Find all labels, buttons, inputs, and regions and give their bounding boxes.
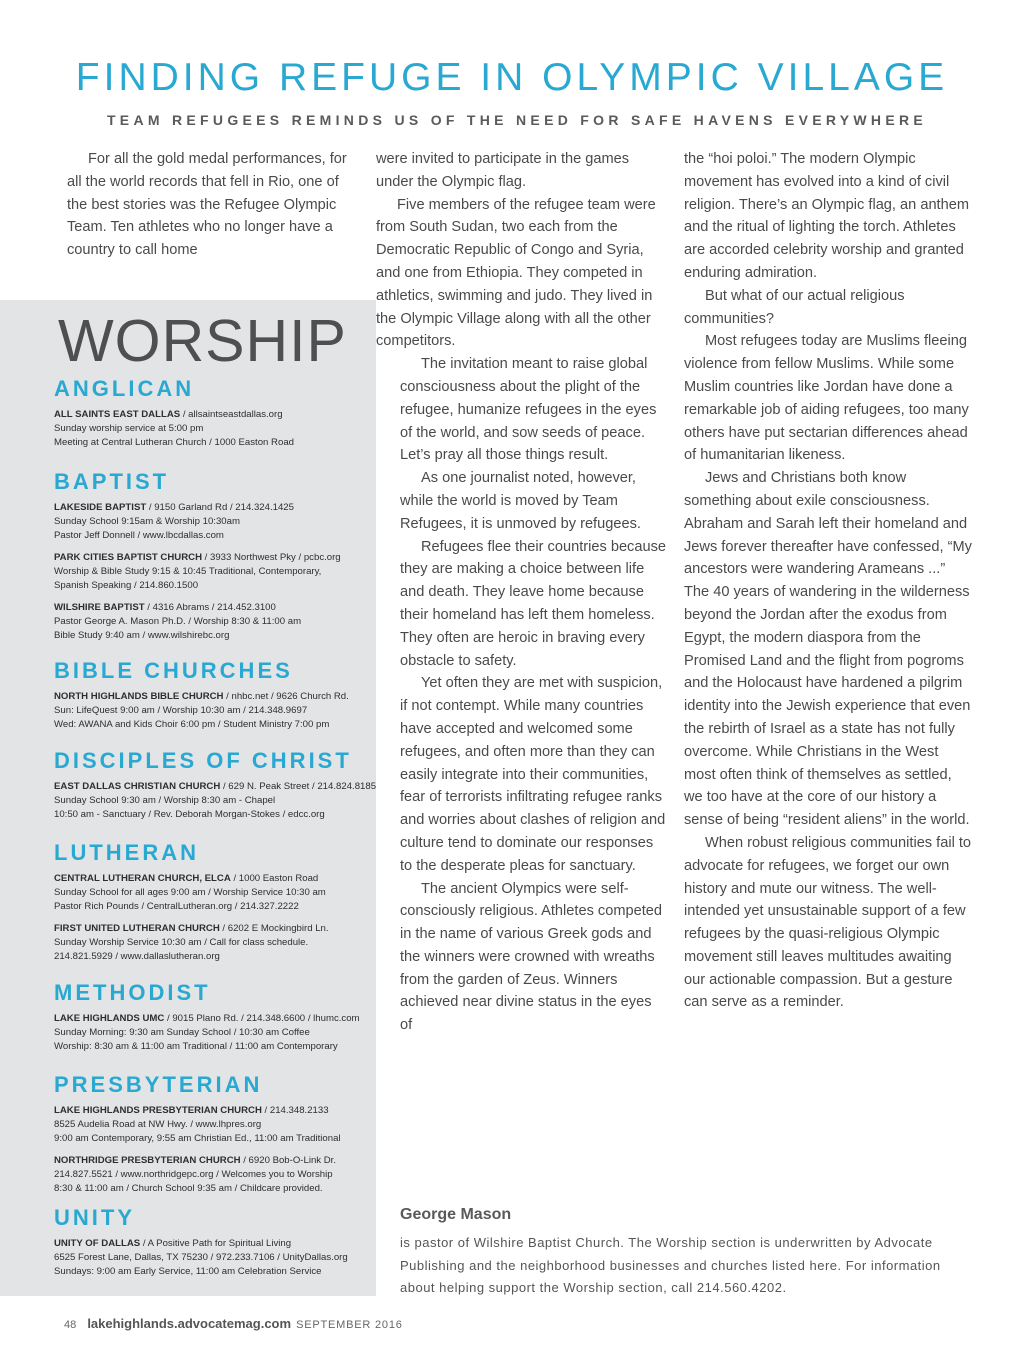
church-entry <box>54 1012 364 1054</box>
church-name: NORTH HIGHLANDS BIBLE CHURCH <box>54 691 224 702</box>
church-entry <box>54 1154 364 1196</box>
church-entry <box>54 922 364 964</box>
church-info: Worship & Bible Study 9:15 & 10:45 Traditional, Contemporary, <box>54 566 322 577</box>
church-info: 8525 Audelia Road at NW Hwy. / www.lhpres.org <box>54 1119 262 1130</box>
church-name: FIRST UNITED LUTHERAN CHURCH <box>54 923 220 934</box>
article-paragraph: Most refugees today are Muslims fleeing violence from fellow Muslims. While some Muslim countries like Jordan have done a remarkable job of aiding refugees, too many others have put sectarian differences ahead of humanitarian likeness. <box>684 333 969 464</box>
author-bio: is pastor of Wilshire Baptist Church. The Worship section is underwritten by Advocate Publishing and the neighborhood businesses and churches listed here. For information about helping support the Worship section, call 214.560.4202. <box>400 1235 941 1295</box>
denomination-name: METHODIST <box>54 980 211 1005</box>
church-info: Sunday School 9:30 am / Worship 8:30 am - Chapel <box>54 795 276 806</box>
article-column-2 <box>376 148 666 1037</box>
article-paragraph: Jews and Christians both know something about exile consciousness. Abraham and Sarah left their homeland and Jews forever thereafter have confessed, “My ancestors were wandering Arameans ...” The 40 years of wandering in the wilderness beyond the Jordan after the exodus from Egypt, the modern diaspora from the Promised Land and the flight from pogroms and the Holocaust have hardened a pilgrim identity into the Jewish experience that even the rebirth of Israel as a state has not fully overcome. While Christians in the West most often think of themselves as settled, we too have at the core of our history a sense of being “resident aliens” in the world. <box>684 470 972 829</box>
church-entry <box>54 408 364 450</box>
church-info: 8:30 & 11:00 am / Church School 9:35 am / Childcare provided. <box>54 1183 323 1194</box>
footer-issue-date: SEPTEMBER 2016 <box>296 1319 403 1331</box>
denomination-presbyterian <box>54 1072 364 1204</box>
footer-site-link[interactable]: lakehighlands.advocatemag.com <box>87 1316 292 1331</box>
denomination-name: ANGLICAN <box>54 376 195 401</box>
author-name: George Mason <box>400 1206 512 1223</box>
church-info: Bible Study 9:40 am / www.wilshirebc.org <box>54 630 230 641</box>
denomination-disciples-of-christ <box>54 748 377 830</box>
denomination-baptist <box>54 469 364 651</box>
article-paragraph: The ancient Olympics were self-consciously religious. Athletes competed in the name of various Greek gods and the winners were crowned with wreaths from the garden of Zeus. Winners achieved near divine status in the eyes of <box>400 880 663 1034</box>
church-info: 214.827.5521 / www.northridgepc.org / Welcomes you to Worship <box>54 1169 333 1180</box>
church-name: CENTRAL LUTHERAN CHURCH, ELCA <box>54 873 231 884</box>
denomination-name: DISCIPLES OF CHRIST <box>54 748 352 773</box>
church-info: / nhbc.net / 9626 Church Rd. <box>223 691 349 702</box>
church-info: Sunday worship service at 5:00 pm <box>54 423 204 434</box>
church-info: / A Positive Path for Spiritual Living <box>140 1238 292 1249</box>
church-entry <box>54 501 364 543</box>
denomination-methodist <box>54 980 364 1062</box>
church-info: Wed: AWANA and Kids Choir 6:00 pm / Student Ministry 7:00 pm <box>54 719 330 730</box>
denomination-anglican <box>54 376 364 458</box>
church-info: Pastor George A. Mason Ph.D. / Worship 8:30 & 11:00 am <box>54 616 302 627</box>
church-info: Sunday School 9:15am & Worship 10:30am <box>54 516 240 527</box>
church-name: LAKESIDE BAPTIST <box>54 502 147 513</box>
church-info: / 3933 Northwest Pky / pcbc.org <box>202 552 341 563</box>
article-paragraph: The invitation meant to raise global consciousness about the plight of the refugee, humanize refugees in the eyes of the world, and sow seeds of peace. Let’s pray all those things result. <box>400 356 657 464</box>
church-info: 9:00 am Contemporary, 9:55 am Christian Ed., 11:00 am Traditional <box>54 1133 341 1144</box>
article-paragraph: When robust religious communities fail to advocate for refugees, we forget our own history and mute our witness. The well-intended yet unsustainable support of a few refugees by the quasi-religious Olympic movement still leaves multitudes awaiting our actionable compassion. But a gesture can serve as a reminder. <box>684 834 972 1011</box>
church-name: EAST DALLAS CHRISTIAN CHURCH <box>54 781 221 792</box>
church-info: / 6920 Bob-O-Link Dr. <box>240 1155 337 1166</box>
denomination-bible-churches <box>54 658 364 740</box>
church-entry <box>54 551 364 593</box>
church-info: 10:50 am - Sanctuary / Rev. Deborah Morgan-Stokes / edcc.org <box>54 809 325 820</box>
church-name: WILSHIRE BAPTIST <box>54 602 145 613</box>
denomination-unity <box>54 1205 364 1287</box>
church-info: Sundays: 9:00 am Early Service, 11:00 am Celebration Service <box>54 1266 322 1277</box>
church-info: Sunday Worship Service 10:30 am / Call for class schedule. <box>54 937 309 948</box>
church-info: / 629 N. Peak Street / 214.824.8185 <box>220 781 377 792</box>
article-subtitle: TEAM REFUGEES REMINDS US OF THE NEED FOR SAFE HAVENS EVERYWHERE <box>106 112 928 128</box>
church-info: Sun: LifeQuest 9:00 am / Worship 10:30 am / 214.348.9697 <box>54 705 308 716</box>
church-info: / 9150 Garland Rd / 214.324.1425 <box>146 502 294 513</box>
church-name: NORTHRIDGE PRESBYTERIAN CHURCH <box>54 1155 241 1166</box>
church-entry <box>54 1104 364 1146</box>
denomination-lutheran <box>54 840 364 972</box>
church-entry <box>54 690 364 732</box>
church-info: / 4316 Abrams / 214.452.3100 <box>144 602 276 613</box>
denomination-name: BAPTIST <box>54 469 170 494</box>
church-info: Spanish Speaking / 214.860.1500 <box>54 580 199 591</box>
article-paragraph: But what of our actual religious communities? <box>684 287 905 327</box>
church-entry <box>54 872 364 914</box>
church-info: / 9015 Plano Rd. / 214.348.6600 / lhumc.com <box>164 1013 360 1024</box>
church-name: LAKE HIGHLANDS UMC <box>54 1013 165 1024</box>
church-info: / 1000 Easton Road <box>230 873 319 884</box>
article-title: FINDING REFUGE IN OLYMPIC VILLAGE <box>75 56 949 99</box>
article-paragraph: were invited to participate in the games under the Olympic flag. <box>376 151 630 190</box>
church-info: Pastor Jeff Donnell / www.lbcdallas.com <box>54 530 224 541</box>
worship-heading: WORSHIP <box>58 308 347 374</box>
church-info: / 6202 E Mockingbird Ln. <box>219 923 329 934</box>
church-info: Sunday School for all ages 9:00 am / Worship Service 10:30 am <box>54 887 326 898</box>
church-name: LAKE HIGHLANDS PRESBYTERIAN CHURCH <box>54 1105 262 1116</box>
church-name: PARK CITIES BAPTIST CHURCH <box>54 552 202 563</box>
article-paragraph: the “hoi poloi.” The modern Olympic movement has evolved into a kind of civil religion. There’s an Olympic flag, an anthem and the ritual of lighting the torch. Athletes are accorded celebrity worship and granted enduring admiration. <box>684 151 969 281</box>
denomination-name: UNITY <box>54 1205 135 1230</box>
article-paragraph: Yet often they are met with suspicion, if not contempt. While many countries have accepted and welcomed some refugees, and often more than they can easily integrate into their communities, fear of terrorists infiltrating refugee ranks and worries about clashes of religion and culture tend to dominate our responses to the desperate pleas for sanctuary. <box>400 675 666 874</box>
church-entry <box>54 1237 364 1279</box>
church-entry <box>54 601 364 643</box>
church-name: ALL SAINTS EAST DALLAS <box>54 409 181 420</box>
church-name: UNITY OF DALLAS <box>54 1238 141 1249</box>
church-info: 214.821.5929 / www.dallaslutheran.org <box>54 951 220 962</box>
church-info: / 214.348.2133 <box>261 1105 329 1116</box>
article-paragraph: Five members of the refugee team were from South Sudan, two each from the Democratic Republic of Congo and Syria, and one from Ethiopia. They competed in athletics, swimming and judo. They lived in the Olympic Village along with all the other competitors. <box>376 196 656 350</box>
article-paragraph: Refugees flee their countries because they are making a choice between life and death. They leave home because their homeland has left them homeless. They often are heroic in braving every obstacle to safety. <box>400 538 667 669</box>
denomination-name: BIBLE CHURCHES <box>54 658 293 683</box>
church-entry <box>54 780 377 822</box>
page-footer <box>64 1316 403 1331</box>
church-info: Sunday Morning: 9:30 am Sunday School / 10:30 am Coffee <box>54 1027 310 1038</box>
denomination-name: LUTHERAN <box>54 840 199 865</box>
church-info: Pastor Rich Pounds / CentralLutheran.org / 214.327.2222 <box>54 901 299 912</box>
article-column-1 <box>67 148 357 262</box>
denomination-name: PRESBYTERIAN <box>54 1072 263 1097</box>
church-info: Meeting at Central Lutheran Church / 1000 Easton Road <box>54 437 294 448</box>
church-info: / allsaintseastdallas.org <box>180 409 283 420</box>
article-paragraph: For all the gold medal performances, for all the world records that fell in Rio, one of the best stories was the Refugee Olympic Team. Ten athletes who no longer have a country to call home <box>67 151 347 259</box>
page-number: 48 <box>64 1319 77 1331</box>
church-info: Worship: 8:30 am & 11:00 am Traditional / 11:00 am Contemporary <box>54 1041 338 1052</box>
church-info: 6525 Forest Lane, Dallas, TX 75230 / 972.233.7106 / UnityDallas.org <box>54 1252 348 1263</box>
article-column-3 <box>684 148 974 1014</box>
article-paragraph: As one journalist noted, however, while the world is moved by Team Refugees, it is unmoved by refugees. <box>400 470 641 532</box>
